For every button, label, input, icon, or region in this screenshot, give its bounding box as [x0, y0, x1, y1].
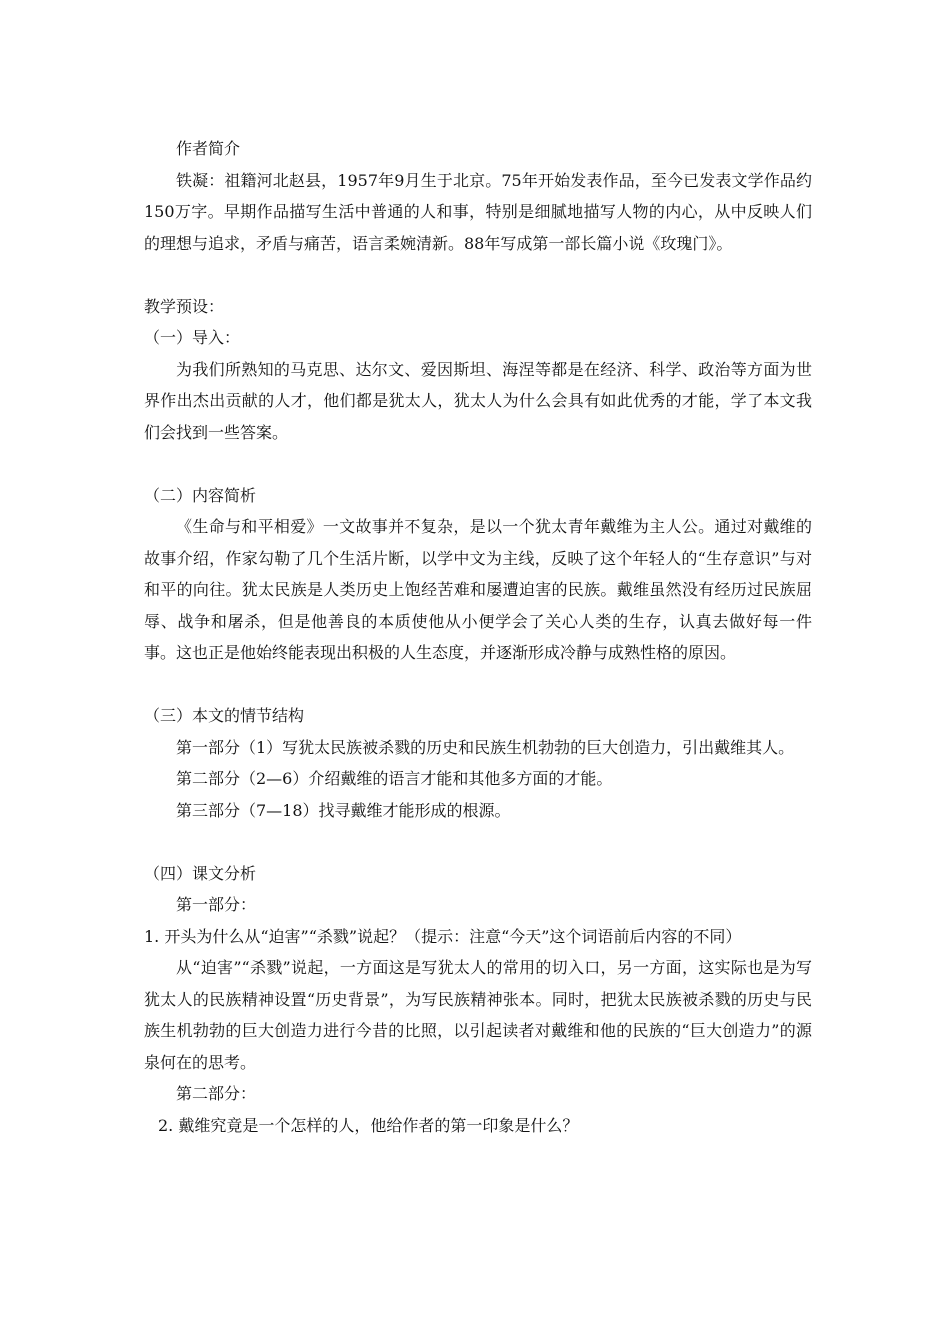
spacer — [144, 669, 812, 701]
spacer — [144, 448, 812, 480]
question-1: 1. 开头为什么从“迫害”“杀戮”说起？（提示：注意“今天”这个词语前后内容的不同） — [144, 926, 742, 946]
content-body: 《生命与和平相爱》一文故事并不复杂，是以一个犹太青年戴维为主人公。通过对戴维的故事介绍，作家勾勒了几个生活片断，以学中文为主线，反映了这个年轻人的“生存意识”与对和平的向往。犹太民族是人类历史上饱经苦难和屡遭迫害的民族。戴维虽然没有经历过民族屈辱、战争和屠杀，但是他善良的本质使他从小便学会了关心人类的生存，认真去做好每一件事。这也正是他始终能表现出积极的人生态度，并逐渐形成冷静与成熟性格的原因。 — [144, 517, 812, 662]
part1-label: 第一部分： — [176, 895, 257, 914]
answer-1: 从“迫害”“杀戮”说起，一方面这是写犹太人的常用的切入口，另一方面，这实际也是为写犹太人的民族精神设置“历史背景”，为写民族精神张本。同时，把犹太民族被杀戮的历史与民族生机勃勃的巨大创造力进行今昔的比照，以引起读者对戴维和他的民族的“巨大创造力”的源泉何在的思考。 — [144, 958, 812, 1072]
structure-item: 第二部分（2—6）介绍戴维的语言才能和其他多方面的才能。 — [176, 769, 613, 788]
structure-item: 第三部分（7—18）找寻戴维才能形成的根源。 — [176, 800, 511, 820]
spacer — [144, 826, 812, 858]
author-intro-heading: 作者简介 — [176, 139, 241, 158]
intro-body: 为我们所熟知的马克思、达尔文、爱因斯坦、海涅等都是在经济、科学、政治等方面为世界作出杰出贡献的人才，他们都是犹太人，犹太人为什么会具有如此优秀的才能，学了本文我们会找到一些答案。 — [144, 359, 812, 442]
question-2: 2. 戴维究竟是一个怎样的人，他给作者的第一印象是什么？ — [158, 1115, 579, 1135]
intro-heading: （一）导入： — [144, 328, 241, 347]
structure-item: 第一部分（1）写犹太民族被杀戮的历史和民族生机勃勃的巨大创造力，引出戴维其人。 — [176, 737, 795, 757]
spacer — [144, 259, 812, 291]
document-content — [144, 133, 812, 1141]
structure-heading: （三）本文的情节结构 — [144, 706, 305, 725]
content-heading: （二）内容简析 — [144, 485, 257, 505]
author-intro-body: 铁凝：祖籍河北赵县，1957年9月生于北京。75年开始发表作品，至今已发表文学作品约150万字。早期作品描写生活中普通的人和事，特别是细腻地描写人物的内心，从中反映人们的理想与追求，矛盾与痛苦，语言柔婉清新。88年写成第一部长篇小说《玫瑰门》。 — [144, 170, 812, 253]
teaching-heading: 教学预设： — [144, 296, 225, 316]
part2-label: 第二部分： — [176, 1084, 257, 1103]
analysis-heading: （四）课文分析 — [144, 863, 257, 883]
